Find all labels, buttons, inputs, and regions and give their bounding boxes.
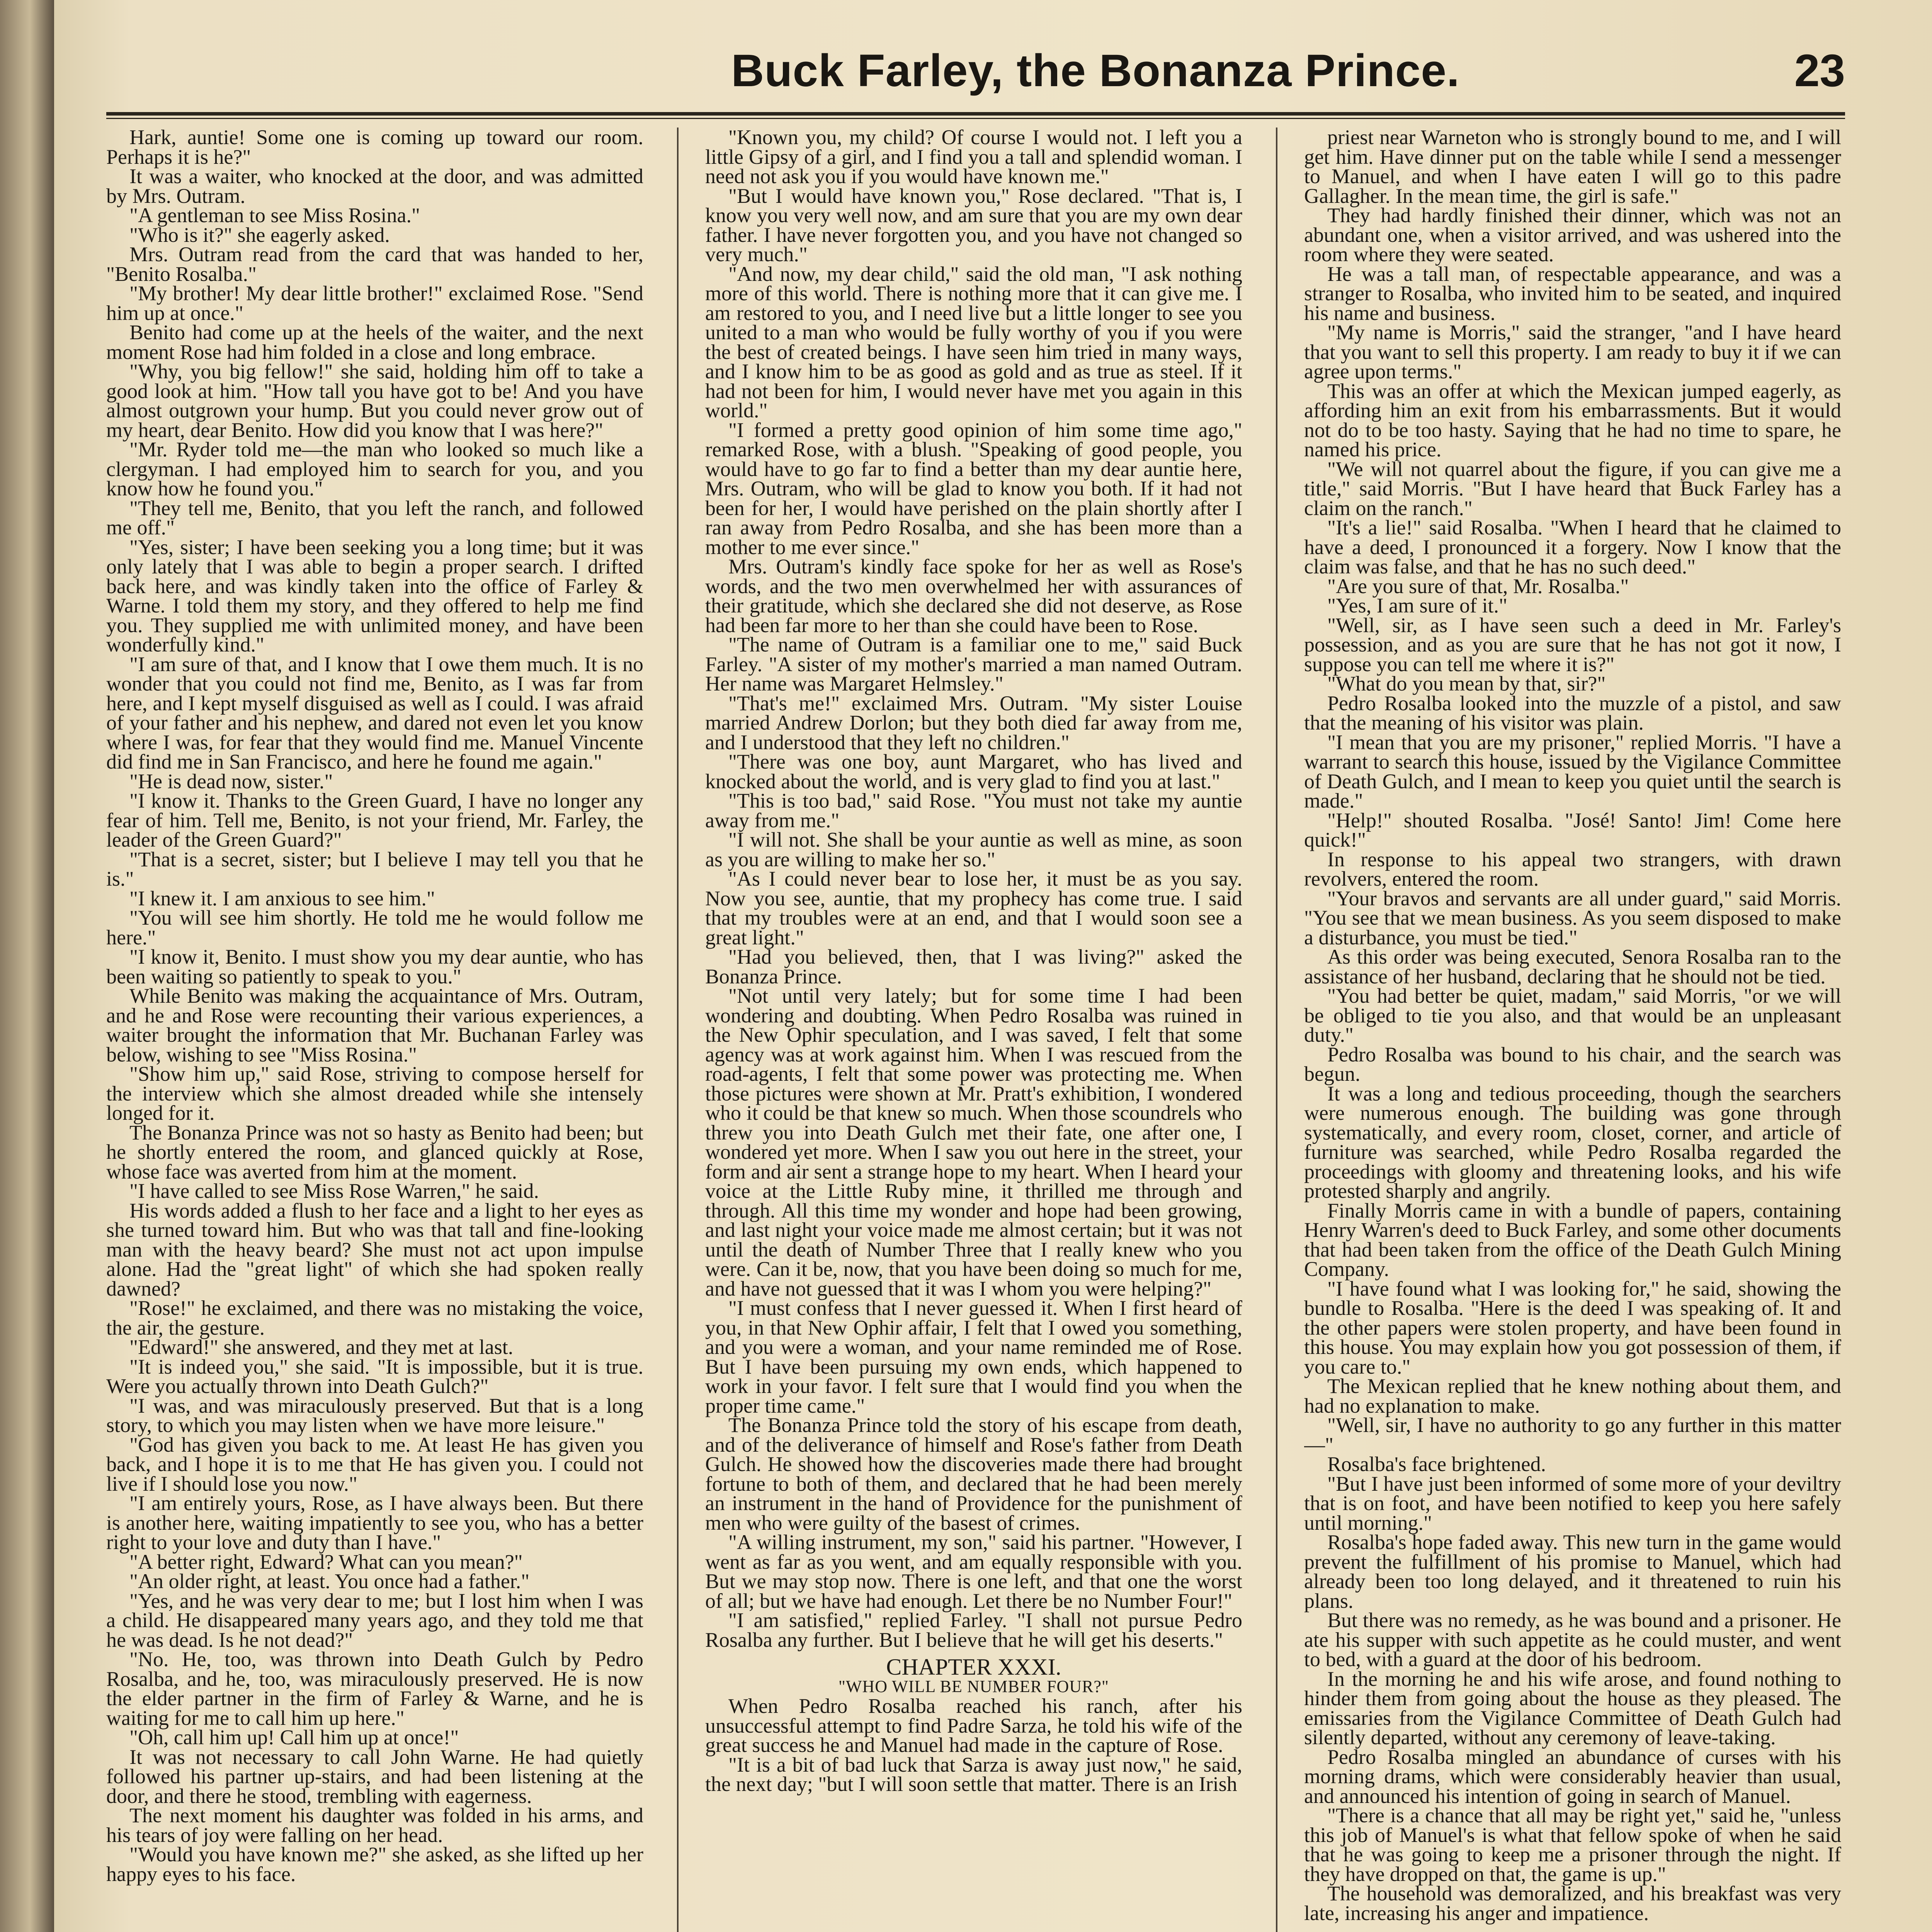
paragraph: "Would you have known me?" she asked, as she lifted up her happy eyes to his face. [106, 1843, 643, 1886]
paragraph: The Bonanza Prince told the story of his escape from death, and of the deliverance of himself and Rose's father from Death Gulch. He showed how the discoveries made there had brought fortune to both of them, and declared that he had been merely an instrument in the hand of Providence for the punishment of men who were guilty of the basest of crimes. [705, 1413, 1242, 1534]
paragraph: "Rose!" he exclaimed, and there was no mistaking the voice, the air, the gesture. [106, 1296, 643, 1339]
paragraph: "I am satisfied," replied Farley. "I shall not pursue Pedro Rosalba any further. But I believe that he will get his deserts." [705, 1609, 1242, 1651]
paragraph: "My name is Morris," said the stranger, "and I have heard that you want to sell this property. I am ready to buy it if we can agree upon terms." [1304, 321, 1841, 383]
paragraph: "Had you believed, then, that I was living?" asked the Bonanza Prince. [705, 945, 1242, 988]
paragraph: Mrs. Outram's kindly face spoke for her as well as Rose's words, and the two men overwhelmed her with assurances of their gratitude, which she declared she did not deserve, as Rose had been far more to her than she could have been to Rose. [705, 555, 1242, 637]
paragraph: "This is too bad," said Rose. "You must not take my auntie away from me." [705, 789, 1242, 832]
header-rule [106, 112, 1845, 119]
paragraph: "Show him up," said Rose, striving to compose herself for the interview which she almost dreaded while she intensely longed for it. [106, 1062, 643, 1124]
paragraph: "Help!" shouted Rosalba. "José! Santo! Jim! Come here quick!" [1304, 808, 1841, 851]
paragraph: "A better right, Edward? What can you mean?" [129, 1550, 523, 1573]
chapter-heading: CHAPTER XXXI. [886, 1654, 1061, 1680]
paragraph: "Yes, and he was very dear to me; but I lost him when I was a child. He disappeared many years ago, and they told me that he was dead. Is he not dead?" [106, 1589, 643, 1651]
paragraph: "I have found what I was looking for," he said, showing the bundle to Rosalba. "Here is the deed I was speaking of. It and the other papers were stolen property, and have been found in this house. You may explain how you got possession of them, if you care to." [1304, 1277, 1841, 1378]
paragraph: "Well, sir, I have no authority to go any further in this matter—" [1304, 1413, 1841, 1456]
paragraph: "They tell me, Benito, that you left the ranch, and followed me off." [106, 496, 643, 539]
paragraph: "We will not quarrel about the figure, if you can give me a title," said Morris. "But I have heard that Buck Farley has a claim on the ranch." [1304, 457, 1841, 520]
page-header [106, 37, 1845, 114]
paragraph: "You will see him shortly. He told me he would follow me here." [106, 906, 643, 949]
paragraph: "There is a chance that all may be right yet," said he, "unless this job of Manuel's is what that fellow spoke of when he said that he was going to keep me a prisoner through the night. If they have dropped on that, the game is up." [1304, 1804, 1841, 1886]
paragraph: "Well, sir, as I have seen such a deed in Mr. Farley's possession, and as you are sure that he has not got it now, I suppose you can tell me where it is?" [1304, 613, 1841, 676]
paragraph: "Are you sure of that, Mr. Rosalba." [1327, 574, 1629, 598]
paragraph: Pedro Rosalba mingled an abundance of curses with his morning drams, which were considerably heavier than usual, and announced his intention of going in search of Manuel. [1304, 1745, 1841, 1808]
paragraph: "I know it, Benito. I must show you my dear auntie, who has been waiting so patiently to speak to you." [106, 945, 643, 988]
paragraph: "Mr. Ryder told me—the man who looked so much like a clergyman. I had employed him to search for you, and you know how he found you." [106, 438, 643, 500]
paragraph: Finally Morris came in with a bundle of papers, containing Henry Warren's deed to Buck Farley, and some other documents that had been taken from the office of the Death Gulch Mining Company. [1304, 1199, 1841, 1281]
paragraph: "There was one boy, aunt Margaret, who has lived and knocked about the world, and is very glad to find you at last." [705, 750, 1242, 793]
paragraph: "I knew it. I am anxious to see him." [129, 886, 435, 910]
paragraph: "Yes, sister; I have been seeking you a long time; but it was only lately that I was able to begin a proper search. I drifted back here, and was kindly taken into the office of Farley & Warne. I told them my story, and they offered to help me find you. They supplied me with unlimited money, and have been wonderfully kind." [106, 535, 643, 656]
paragraph: "I mean that you are my prisoner," replied Morris. "I have a warrant to search this house, issued by the Vigilance Committee of Death Gulch, and I mean to keep you quiet until the search is made." [1304, 730, 1841, 812]
column-2 [705, 128, 1242, 1932]
paragraph: "Why, you big fellow!" she said, holding him off to take a good look at him. "How tall you have got to be! And you have almost outgrown your hump. But you could never grow out of my heart, dear Benito. How did you know that I was here?" [106, 360, 643, 442]
paragraph: It was a waiter, who knocked at the door, and was admitted by Mrs. Outram. [106, 165, 643, 207]
paragraph: This was an offer at which the Mexican jumped eagerly, as affording him an exit from his embarrassments. But it would not do to be too hasty. Saying that he had no time to spare, he named his price. [1304, 379, 1841, 461]
paragraph: Mrs. Outram read from the card that was handed to her, "Benito Rosalba." [106, 243, 643, 286]
paragraph: "As I could never bear to lose her, it must be as you say. Now you see, auntie, that my prophecy has come true. I said that my troubles were at an end, and that I would soon see a great light." [705, 867, 1242, 949]
page-number: 23 [1794, 45, 1845, 96]
paragraph: "I will not. She shall be your auntie as well as mine, as soon as you are willing to make her so." [705, 828, 1242, 871]
paragraph: "I formed a pretty good opinion of him some time ago," remarked Rose, with a blush. "Speaking of good people, you would have to go far to find a better than my dear auntie here, Mrs. Outram, who will be glad to know you both. If it had not been for her, I would have perished on the plain shortly after I ran away from Pedro Rosalba, and she has been more than a mother to me ever since." [705, 418, 1242, 559]
text-columns [106, 128, 1845, 1932]
paragraph: "He is dead now, sister." [129, 769, 333, 793]
page-gutter-strip [0, 0, 54, 1932]
paragraph: "I was, and was miraculously preserved. But that is a long story, to which you may listen when we have more leisure." [106, 1394, 643, 1437]
paragraph: "Edward!" she answered, and they met at last. [129, 1335, 514, 1359]
paragraph: "It is a bit of bad luck that Sarza is away just now," he said, the next day; "but I will soon settle that matter. There is an Irish [705, 1753, 1242, 1796]
paragraph: "Oh, call him up! Call him up at once!" [129, 1726, 459, 1749]
paragraph: Pedro Rosalba was bound to his chair, and the search was begun. [1304, 1043, 1841, 1085]
paragraph: "I have called to see Miss Rose Warren," he said. [129, 1179, 539, 1202]
paragraph: The household was demoralized, and his breakfast was very late, increasing his anger and impatience. [1304, 1882, 1841, 1925]
chapter-subtitle: "WHO WILL BE NUMBER FOUR?" [838, 1677, 1109, 1696]
paragraph: "Known you, my child? Of course I would not. I left you a little Gipsy of a girl, and I find you a tall and splendid woman. I need not ask you if you would have known me." [705, 128, 1242, 188]
paragraph: "What do you mean by that, sir?" [1327, 672, 1606, 695]
paragraph: "God has given you back to me. At least He has given you back, and I hope it is to me that He has given you. I could not live if I should lose you now." [106, 1433, 643, 1495]
paragraph: "Not until very lately; but for some time I had been wondering and doubting. When Pedro Rosalba was ruined in the New Ophir speculation, and I was saved, I felt that some agency was at work against him. When I was rescued from the road-agents, I felt that some power was protecting me. When those pictures were shown at Mr. Pratt's exhibition, I wondered who it could be that knew so much. When those scoundrels who threw you into Death Gulch met their fate, one after one, I wondered yet more. When I saw you out here in the street, your form and air sent a strange hope to my heart. When I heard your voice at the Little Ruby mine, it thrilled me through and through. All this time my wonder and hope had been growing, and last night your voice made me almost certain; but it was not until the death of Number Three that I really knew who you were. Can it be, now, that you have been doing so much for me, and have not guessed that it was I whom you were helping?" [705, 984, 1242, 1300]
paragraph: "The name of Outram is a familiar one to me," said Buck Farley. "A sister of my mother's married a man named Outram. Her name was Margaret Helmsley." [705, 633, 1242, 695]
paragraph: "Who is it?" she eagerly asked. [129, 223, 390, 247]
paragraph: It was not necessary to call John Warne. He had quietly followed his partner up-stairs, and had been listening at the door, and there he stood, trembling with eagerness. [106, 1745, 643, 1808]
paragraph: They had hardly finished their dinner, which was not an abundant one, when a visitor arrived, and was ushered into the room where they were seated. [1304, 204, 1841, 266]
paragraph: "You had better be quiet, madam," said Morris, "or we will be obliged to tie you also, and that would be an unpleasant duty." [1304, 984, 1841, 1046]
paragraph: "My brother! My dear little brother!" exclaimed Rose. "Send him up at once." [106, 282, 643, 325]
paragraph: "I am entirely yours, Rose, as I have always been. But there is another here, waiting impatiently to see you, who has a better right to your love and duty than I have." [106, 1492, 643, 1554]
paragraph: The next moment his daughter was folded in his arms, and his tears of joy were falling on her head. [106, 1804, 643, 1847]
paragraph: His words added a flush to her face and a light to her eyes as she turned toward him. But who was that tall and fine-looking man with the heavy beard? She must not act upon impulse alone. Had the "great light" of which she had spoken really dawned? [106, 1199, 643, 1300]
paragraph: "I know it. Thanks to the Green Guard, I have no longer any fear of him. Tell me, Benito, is not your friend, Mr. Farley, the leader of the Green Guard?" [106, 789, 643, 851]
paragraph: "But I have just been informed of some more of your deviltry that is on foot, and have been notified to keep you here safely until morning." [1304, 1472, 1841, 1534]
paragraph: priest near Warneton who is strongly bound to me, and I will get him. Have dinner put on the table while I send a messenger to Manuel, and when I have eaten I will go to this padre Gallagher. In the mean time, the girl is safe." [1304, 128, 1841, 207]
paragraph: "Yes, I am sure of it." [1327, 594, 1508, 617]
paragraph: "I must confess that I never guessed it. When I first heard of you, in that New Ophir affair, I felt that I owed you something, and you were a woman, and your name reminded me of Rose. But I have been pursuing my own ends, which happened to work in your favor. I felt sure that I would find you when the proper time came." [705, 1296, 1242, 1417]
paragraph: Rosalba's face brightened. [1327, 1452, 1546, 1476]
paragraph: Benito had come up at the heels of the waiter, and the next moment Rose had him folded in a close and long embrace. [106, 321, 643, 364]
paragraph: Rosalba's hope faded away. This new turn in the game would prevent the fulfillment of his promise to Manuel, which had already been too long delayed, and it threatened to ruin his plans. [1304, 1531, 1841, 1612]
paragraph: "That's me!" exclaimed Mrs. Outram. "My sister Louise married Andrew Dorlon; but they both died far away from me, and I understood that they left no children." [705, 691, 1242, 754]
paragraph: "A willing instrument, my son," said his partner. "However, I went as far as you went, and am equally responsible with you. But we may stop now. There is one left, and that one the worst of all; but we have had enough. Let there be no Number Four!" [705, 1531, 1242, 1612]
paragraph: "A gentleman to see Miss Rosina." [129, 204, 420, 227]
paragraph: "But I would have known you," Rose declared. "That is, I know you very well now, and am sure that you are my own dear father. I have never forgotten you, and you have not changed so very much." [705, 184, 1242, 266]
paragraph: It was a long and tedious proceeding, though the searchers were numerous enough. The building was gone through systematically, and every room, closet, corner, and article of furniture was searched, while Pedro Rosalba regarded the proceedings with gloomy and threatening looks, and his wife protested sharply and angrily. [1304, 1082, 1841, 1202]
column-1 [106, 128, 643, 1932]
paragraph: While Benito was making the acquaintance of Mrs. Outram, and he and Rose were recounting their various experiences, a waiter brought the information that Mr. Buchanan Farley was below, wishing to see "Miss Rosina." [106, 984, 643, 1066]
running-title: Buck Farley, the Bonanza Prince. [731, 45, 1460, 96]
column-3 [1304, 128, 1841, 1932]
paragraph: The Mexican replied that he knew nothing about them, and had no explanation to make. [1304, 1374, 1841, 1417]
paragraph: "Your bravos and servants are all under guard," said Morris. "You see that we mean business. As you seem disposed to make a disturbance, you must be tied." [1304, 886, 1841, 949]
paragraph: "It is indeed you," she said. "It is impossible, but it is true. Were you actually thrown into Death Gulch?" [106, 1355, 643, 1398]
paragraph: He was a tall man, of respectable appearance, and was a stranger to Rosalba, who invited him to be seated, and inquired his name and business. [1304, 262, 1841, 325]
paragraph: The Bonanza Prince was not so hasty as Benito had been; but he shortly entered the room, and glanced quickly at Rose, whose face was averted from him at the moment. [106, 1121, 643, 1183]
paragraph: But there was no remedy, as he was bound and a prisoner. He ate his supper with such appetite as he could muster, and went to bed, with a guard at the door of his bedroom. [1304, 1609, 1841, 1671]
paragraph: As this order was being executed, Senora Rosalba ran to the assistance of her husband, declaring that he should not be tied. [1304, 945, 1841, 988]
paragraph: "That is a secret, sister; but I believe I may tell you that he is." [106, 847, 643, 890]
paragraph: Pedro Rosalba looked into the muzzle of a pistol, and saw that the meaning of his visitor was plain. [1304, 691, 1841, 734]
paragraph: "An older right, at least. You once had a father." [129, 1570, 530, 1593]
paragraph: "It's a lie!" said Rosalba. "When I heard that he claimed to have a deed, I pronounced it a forgery. Now I know that the claim was false, and that he has no such deed." [1304, 516, 1841, 578]
paragraph: Hark, auntie! Some one is coming up toward our room. Perhaps it is he?" [106, 128, 643, 168]
paragraph: "No. He, too, was thrown into Death Gulch by Pedro Rosalba, and he, too, was miraculously preserved. He is now the elder partner in the firm of Farley & Warne, and he is waiting for me to call him up here." [106, 1648, 643, 1730]
paragraph: "And now, my dear child," said the old man, "I ask nothing more of this world. There is nothing more that it can give me. I am restored to you, and I need live but a little longer to see you united to a man who would be fully worthy of you if you were the best of created beings. I have seen him tried in many ways, and I know him to be as good as gold and as true as steel. If it had not been for him, I would never have met you again in this world." [705, 262, 1242, 422]
paragraph: In the morning he and his wife arose, and found nothing to hinder them from going about the house as they pleased. The emissaries from the Vigilance Committee of Death Gulch had silently departed, without any ceremony of leave-taking. [1304, 1667, 1841, 1749]
paragraph: When Pedro Rosalba reached his ranch, after his unsuccessful attempt to find Padre Sarza, he told his wife of the great success he and Manuel had made in the capture of Rose. [705, 1694, 1242, 1757]
paragraph: In response to his appeal two strangers, with drawn revolvers, entered the room. [1304, 847, 1841, 890]
paragraph: "I am sure of that, and I know that I owe them much. It is no wonder that you could not find me, Benito, as I was far from here, and I kept myself disguised as well as I could. I was afraid of your father and his nephew, and dared not even let you know where I was, for fear that they would find me. Manuel Vincente did find me in San Francisco, and here he found me again." [106, 652, 643, 773]
